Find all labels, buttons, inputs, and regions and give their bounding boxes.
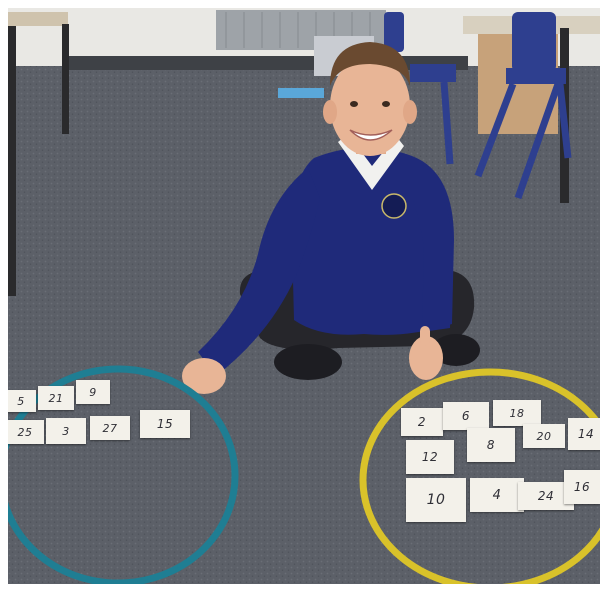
number-card: 10: [406, 478, 466, 522]
number-card: 21: [38, 386, 74, 410]
number-card: 4: [470, 478, 524, 512]
number-card: 16: [564, 470, 600, 504]
number-card: 9: [76, 380, 110, 404]
number-card: 8: [467, 428, 515, 462]
number-card: 6: [443, 402, 489, 430]
number-card: 2: [401, 408, 443, 436]
number-card: 5: [8, 390, 36, 412]
number-card: 14: [568, 418, 600, 450]
photo-frame: [8, 8, 600, 584]
number-card: 20: [523, 424, 565, 448]
number-card: 24: [518, 482, 574, 510]
number-card: 27: [90, 416, 130, 440]
number-card: 15: [140, 410, 190, 438]
number-card: 18: [493, 400, 541, 426]
number-card: 12: [406, 440, 454, 474]
skirting: [68, 56, 468, 70]
number-card: 3: [46, 418, 86, 444]
number-card: 25: [8, 420, 44, 444]
